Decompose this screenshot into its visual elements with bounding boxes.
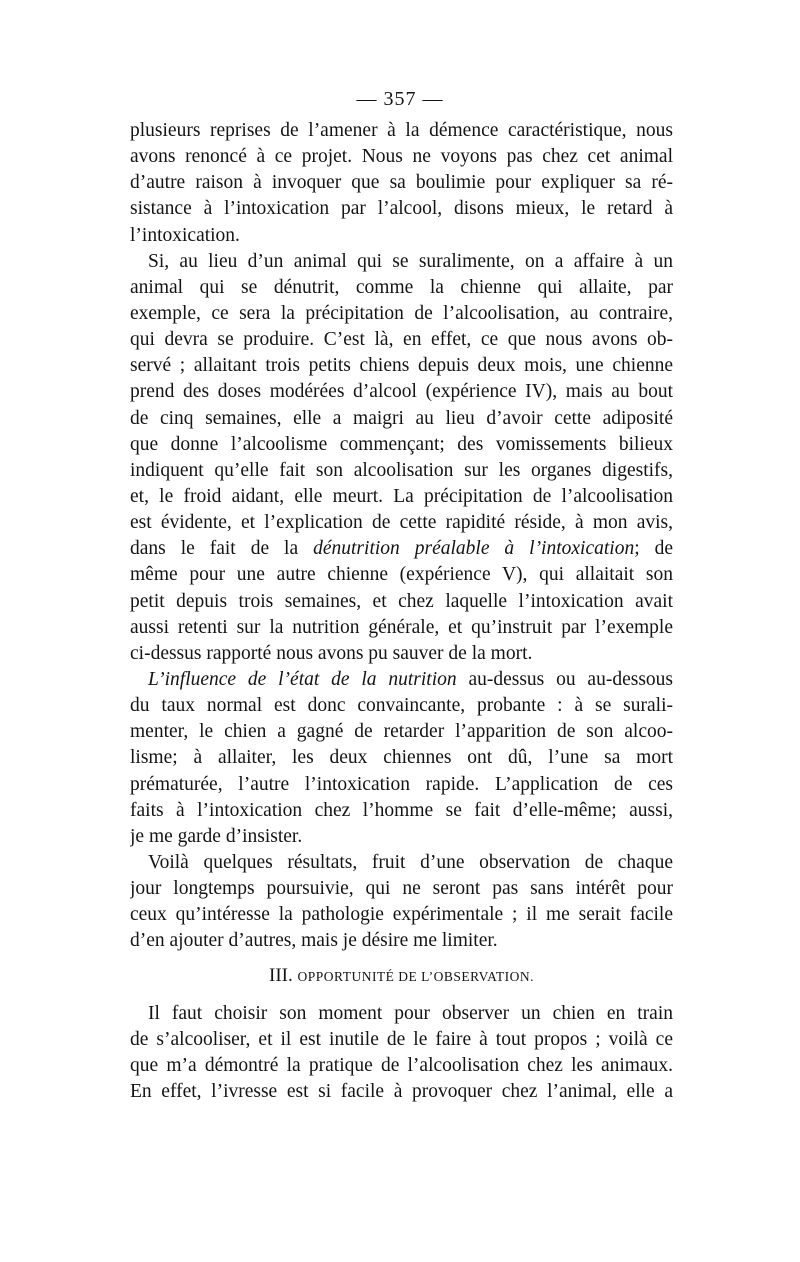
text-line: menter, le chien a gagné de retarder l’apparition de son alcoo-: [130, 721, 673, 743]
text-line: petit depuis trois semaines, et chez laquelle l’intoxication avait: [130, 590, 673, 612]
text-line: ceux qu’intéresse la pathologie expérimentale ; il me serait facile: [130, 904, 673, 926]
text-line: jour longtemps poursuivie, qui ne seront pas sans intérêt pour: [130, 878, 673, 900]
text-line: sistance à l’intoxication par l’alcool, disons mieux, le retard à: [130, 198, 673, 220]
text-line: du taux normal est donc convaincante, probante : à se surali-: [130, 695, 673, 717]
text-line: indiquent qu’elle fait son alcoolisation sur les organes digestifs,: [130, 459, 673, 481]
text-span: au-dessus ou au-dessous: [456, 668, 673, 690]
text-line: animal qui se dénutrit, comme la chienne qui allaite, par: [130, 276, 673, 298]
text-line: de s’alcooliser, et il est inutile de le faire à tout propos ; voilà ce: [130, 1028, 673, 1050]
text-line: avons renoncé à ce projet. Nous ne voyons pas chez cet animal: [130, 146, 673, 168]
text-line: Il faut choisir son moment pour observer un chien en train: [148, 1002, 673, 1024]
paragraph-1: [130, 118, 673, 249]
paragraph-2: [130, 249, 673, 667]
italic-phrase: dénutrition préalable à l’intoxication: [313, 538, 635, 560]
text-line: l’intoxication.: [130, 224, 240, 246]
text-line: [130, 667, 673, 693]
text-line: qui devra se produire. C’est là, en effet, ce que nous avons ob-: [130, 329, 673, 351]
paragraph-5: [130, 1001, 673, 1106]
paragraph-4: [130, 850, 673, 955]
text-line: de cinq semaines, elle a maigri au lieu d’avoir cette adiposité: [130, 407, 673, 429]
paragraph-3: [130, 667, 673, 850]
section-numeral: III.: [269, 964, 293, 986]
text-span: ; de: [634, 538, 673, 560]
text-line: que donne l’alcoolisme commençant; des vomissements bilieux: [130, 433, 673, 455]
text-line: Voilà quelques résultats, fruit d’une observation de chaque: [148, 851, 673, 873]
text-line: je me garde d’insister.: [130, 825, 303, 847]
page-number: — 357 —: [356, 88, 444, 110]
text-line: [130, 536, 673, 562]
text-line: est évidente, et l’explication de cette rapidité réside, à mon avis,: [130, 512, 673, 534]
text-line: aussi retenti sur la nutrition générale, et qu’instruit par l’exemple: [130, 616, 673, 638]
section-heading: [130, 961, 673, 991]
text-line: Si, au lieu d’un animal qui se suralimente, on a affaire à un: [148, 250, 673, 272]
text-line: prend des doses modérées d’alcool (expérience IV), mais au bout: [130, 381, 673, 403]
text-line: que m’a démontré la pratique de l’alcoolisation chez les animaux.: [130, 1054, 673, 1076]
text-line: exemple, ce sera la précipitation de l’alcoolisation, au contraire,: [130, 302, 673, 324]
text-line: et, le froid aidant, elle meurt. La précipitation de l’alcoolisation: [130, 485, 673, 507]
text-line: servé ; allaitant trois petits chiens depuis deux mois, une chienne: [130, 355, 673, 377]
text-line: En effet, l’ivresse est si facile à provoquer chez l’animal, elle a: [130, 1080, 673, 1102]
text-line: plusieurs reprises de l’amener à la démence caractéristique, nous: [130, 120, 673, 141]
section-title: OPPORTUNITÉ DE L’OBSERVATION.: [297, 968, 534, 984]
text-line: d’autre raison à invoquer que sa boulimie pour expliquer sa ré-: [130, 172, 673, 194]
text-line: même pour une autre chienne (expérience V), qui allaitait son: [130, 564, 673, 586]
text-line: prématurée, l’autre l’intoxication rapide. L’application de ces: [130, 773, 673, 795]
text-line: ci-dessus rapporté nous avons pu sauver de la mort.: [130, 642, 533, 664]
text-span: dans le fait de la: [130, 538, 314, 560]
italic-phrase: L’influence de l’état de la nutrition: [148, 668, 457, 690]
body-text: [130, 118, 673, 1105]
text-line: faits à l’intoxication chez l’homme se fait d’elle-même; aussi,: [130, 799, 673, 821]
text-line: d’en ajouter d’autres, mais je désire me limiter.: [130, 930, 498, 952]
text-line: lisme; à allaiter, les deux chiennes ont dû, l’une sa mort: [130, 747, 673, 769]
